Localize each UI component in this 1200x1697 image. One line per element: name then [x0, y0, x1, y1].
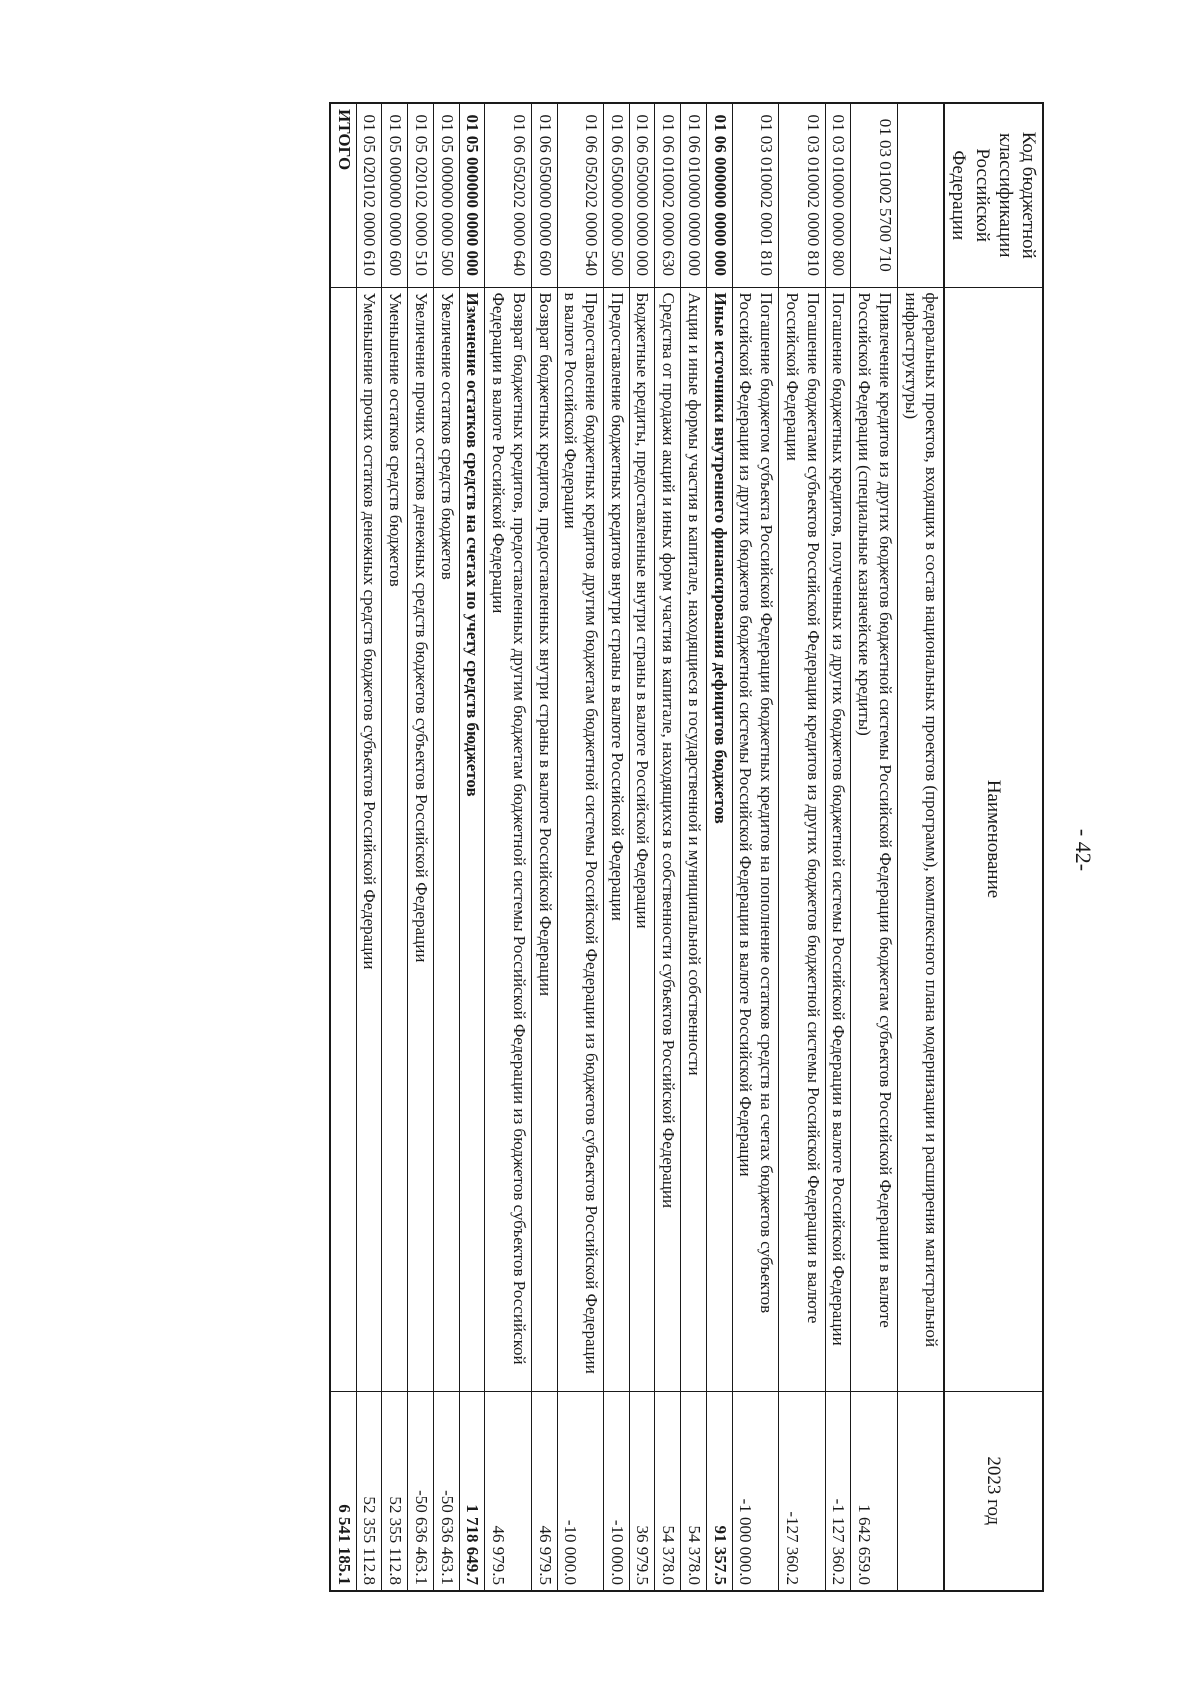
code-cell: 01 06 050000 0000 000 — [629, 103, 655, 287]
code-cell: 01 03 01002 5700 710 — [851, 103, 897, 287]
header-name: Наименование — [944, 287, 1043, 1391]
name-cell: Привлечение кредитов из других бюджетов бюджетной системы Российской Федерации бюджетам субъектов Российской Федерации в валюте Российской Федерации (специальные казначейские кредиты) — [851, 287, 897, 1391]
rotated-sheet — [74, 50, 1114, 1650]
value-cell: 1 642 659.0 — [851, 1391, 897, 1591]
table-row — [382, 103, 408, 1591]
header-year: 2023 год — [944, 1391, 1043, 1591]
name-cell: Возврат бюджетных кредитов, предоставленных другим бюджетам бюджетной системы Российской Федерации из бюджетов субъектов Российской Федерации в валюте Российской Федерации — [485, 287, 531, 1391]
code-cell: 01 05 020102 0000 610 — [356, 103, 382, 287]
code-cell: 01 05 000000 0000 600 — [382, 103, 408, 287]
code-cell — [897, 103, 944, 287]
name-cell: Погашение бюджетом субъекта Российской Федерации бюджетных кредитов на пополнение остатков средств на счетах бюджетов субъектов Российской Федерации из других бюджетов бюджетной системы Российской Федерации в валюте Российской Федерации — [732, 287, 778, 1391]
table-row — [356, 103, 382, 1591]
code-cell: 01 06 050202 0000 540 — [557, 103, 603, 287]
value-cell: -10 000.0 — [604, 1391, 630, 1591]
code-cell: 01 05 000000 0000 500 — [433, 103, 459, 287]
table-row — [825, 103, 851, 1591]
name-cell: Погашение бюджетных кредитов, полученных из других бюджетов бюджетной системы Российской Федерации в валюте Российской Федерации — [825, 287, 851, 1391]
name-cell: Увеличение остатков средств бюджетов — [433, 287, 459, 1391]
total-empty-cell — [330, 287, 356, 1391]
name-cell: Акции и иные формы участия в капитале, находящиеся в государственной и муниципальной собственности — [681, 287, 707, 1391]
table-row — [433, 103, 459, 1591]
name-cell: Предоставление бюджетных кредитов внутри страны в валюте Российской Федерации — [604, 287, 630, 1391]
total-label: ИТОГО — [330, 103, 356, 287]
table-header-row — [944, 103, 1043, 1591]
code-cell: 01 06 050202 0000 640 — [485, 103, 531, 287]
table-row — [681, 103, 707, 1591]
value-cell: -10 000.0 — [557, 1391, 603, 1591]
table-row — [706, 103, 732, 1591]
total-row — [330, 103, 356, 1591]
value-cell — [897, 1391, 944, 1591]
value-cell: 54 378.0 — [655, 1391, 681, 1591]
value-cell: 1 718 649.7 — [459, 1391, 485, 1591]
header-code: Код бюджетной классификации Российской Федерации — [944, 103, 1043, 287]
table-body — [330, 103, 944, 1591]
table-row — [604, 103, 630, 1591]
name-cell: Возврат бюджетных кредитов, предоставленных внутри страны в валюте Российской Федерации — [531, 287, 557, 1391]
code-cell: 01 06 010002 0000 630 — [655, 103, 681, 287]
value-cell: 91 357.5 — [706, 1391, 732, 1591]
value-cell: 52 355 112.8 — [382, 1391, 408, 1591]
table-row — [557, 103, 603, 1591]
table-row — [851, 103, 897, 1591]
table-row — [779, 103, 825, 1591]
name-cell: Изменение остатков средств на счетах по учету средств бюджетов — [459, 287, 485, 1391]
value-cell: -1 000 000.0 — [732, 1391, 778, 1591]
value-cell: 54 378.0 — [681, 1391, 707, 1591]
name-cell: Средства от продажи акций и иных форм участия в капитале, находящихся в собственности субъектов Российской Федерации — [655, 287, 681, 1391]
page-number: - 42- — [1071, 828, 1096, 872]
name-cell: Бюджетные кредиты, предоставленные внутри страны в валюте Российской Федерации — [629, 287, 655, 1391]
name-cell: Уменьшение остатков средств бюджетов — [382, 287, 408, 1391]
value-cell: 52 355 112.8 — [356, 1391, 382, 1591]
value-cell: 46 979.5 — [531, 1391, 557, 1591]
value-cell: -127 360.2 — [779, 1391, 825, 1591]
value-cell: -50 636 463.1 — [433, 1391, 459, 1591]
code-cell: 01 06 050000 0000 500 — [604, 103, 630, 287]
name-cell: Иные источники внутреннего финансирования дефицитов бюджетов — [706, 287, 732, 1391]
table-row — [408, 103, 434, 1591]
budget-sources-table — [329, 102, 1044, 1592]
value-cell: -50 636 463.1 — [408, 1391, 434, 1591]
name-cell: Увеличение прочих остатков денежных средств бюджетов субъектов Российской Федерации — [408, 287, 434, 1391]
table-row — [459, 103, 485, 1591]
name-cell: Уменьшение прочих остатков денежных средств бюджетов субъектов Российской Федерации — [356, 287, 382, 1391]
code-cell: 01 03 010000 0000 800 — [825, 103, 851, 287]
table-row — [655, 103, 681, 1591]
table-row — [531, 103, 557, 1591]
code-cell: 01 03 010002 0001 810 — [732, 103, 778, 287]
code-cell: 01 05 020102 0000 510 — [408, 103, 434, 287]
name-cell: Предоставление бюджетных кредитов другим бюджетам бюджетной системы Российской Федерации из бюджетов субъектов Российской Федерации в валюте Российской Федерации — [557, 287, 603, 1391]
name-cell: федеральных проектов, входящих в состав национальных проектов (программ), комплексного плана модернизации и расширения магистральной инфраструктуры) — [897, 287, 944, 1391]
code-cell: 01 06 000000 0000 000 — [706, 103, 732, 287]
value-cell: 46 979.5 — [485, 1391, 531, 1591]
code-cell: 01 06 010000 0000 000 — [681, 103, 707, 287]
code-cell: 01 06 050000 0000 600 — [531, 103, 557, 287]
code-cell: 01 03 010002 0000 810 — [779, 103, 825, 287]
name-cell: Погашение бюджетами субъектов Российской Федерации кредитов из других бюджетов бюджетной системы Российской Федерации в валюте Российской Федерации — [779, 287, 825, 1391]
table-row — [629, 103, 655, 1591]
table-row — [732, 103, 778, 1591]
value-cell: 36 979.5 — [629, 1391, 655, 1591]
code-cell: 01 05 000000 0000 000 — [459, 103, 485, 287]
value-cell: -1 127 360.2 — [825, 1391, 851, 1591]
table-row — [897, 103, 944, 1591]
total-value: 6 541 185.1 — [330, 1391, 356, 1591]
table-row — [485, 103, 531, 1591]
